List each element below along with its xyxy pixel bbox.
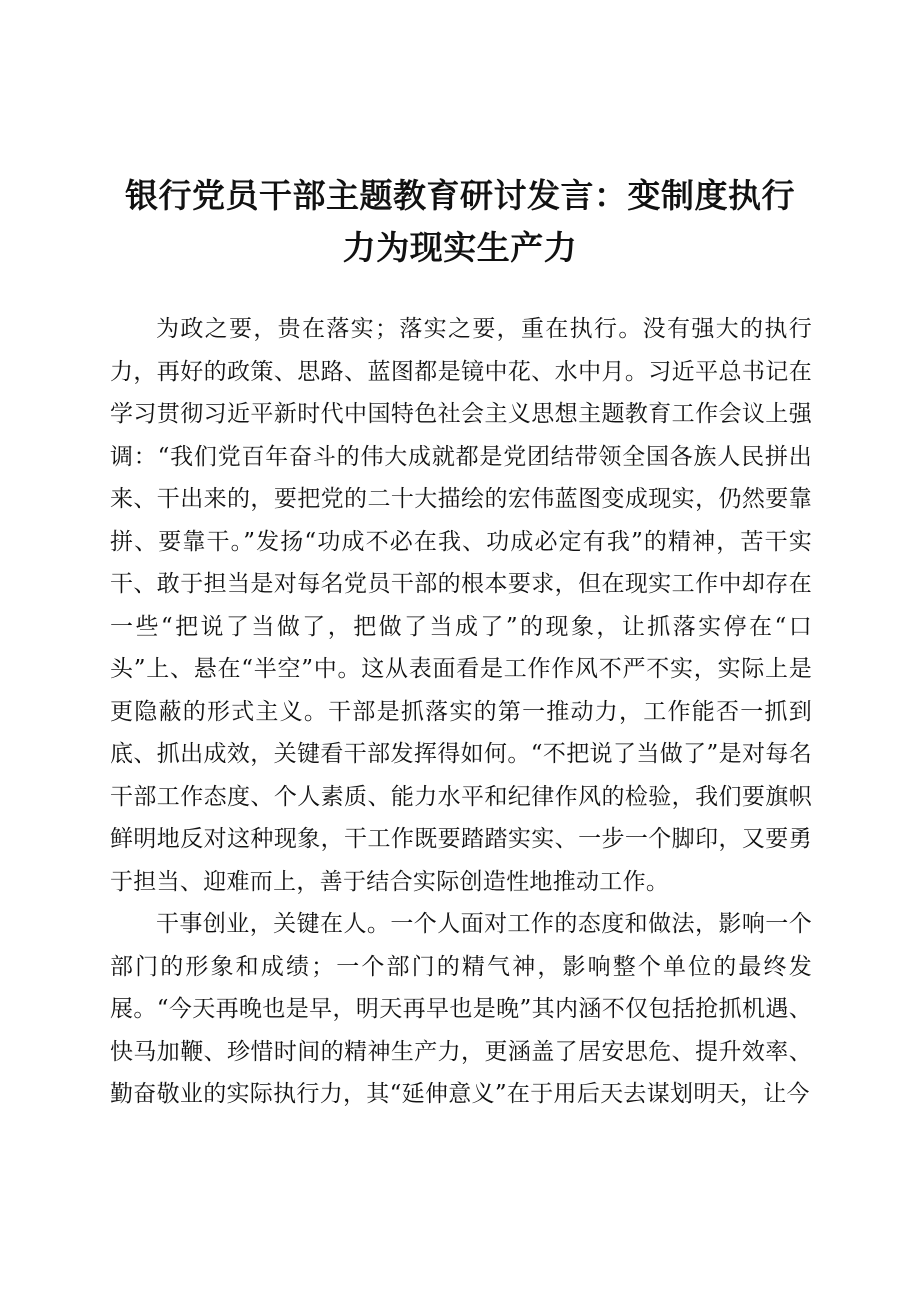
document-title <box>110 170 810 274</box>
paragraph-2: 干事创业，关键在人。一个人面对工作的态度和做法，影响一个部门的形象和成绩；一个部门的精气神，影响整个单位的最终发展。“今天再晚也是早，明天再早也是晚”其内涵不仅包括抢抓机遇、快马加鞭、珍惜时间的精神生产力，更涵盖了居安思危、提升效率、勤奋敬业的实际执行力，其“延伸意义”在于用后天去谋划明天，让今 <box>110 911 812 1107</box>
document-title-line-1: 银行党员干部主题教育研讨发言：变制度执行 <box>125 176 795 215</box>
paragraph-1: 为政之要，贵在落实；落实之要，重在执行。没有强大的执行力，再好的政策、思路、蓝图都是镜中花、水中月。习近平总书记在学习贯彻习近平新时代中国特色社会主义思想主题教育工作会议上强调：“我们党百年奋斗的伟大成就都是党团结带领全国各族人民拼出来、干出来的，要把党的二十大描绘的宏伟蓝图变成现实，仍然要靠拼、要靠干。”发扬“功成不必在我、功成必定有我”的精神，苦干实干、敢于担当是对每名党员干部的根本要求，但在现实工作中却存在一些“把说了当做了，把做了当成了”的现象，让抓落实停在“口头”上、悬在“半空”中。这从表面看是工作作风不严不实，实际上是更隐蔽的形式主义。干部是抓落实的第一推动力，工作能否一抓到底、抓出成效，关键看干部发挥得如何。“不把说了当做了”是对每名干部工作态度、个人素质、能力水平和纪律作风的检验，我们要旗帜鲜明地反对这种现象，干工作既要踏踏实实、一步一个脚印，又要勇于担当、迎难而上，善于结合实际创造性地推动工作。 <box>110 316 812 895</box>
document-title-line-2: 力为现实生产力 <box>342 228 578 267</box>
document-body <box>110 308 812 1116</box>
